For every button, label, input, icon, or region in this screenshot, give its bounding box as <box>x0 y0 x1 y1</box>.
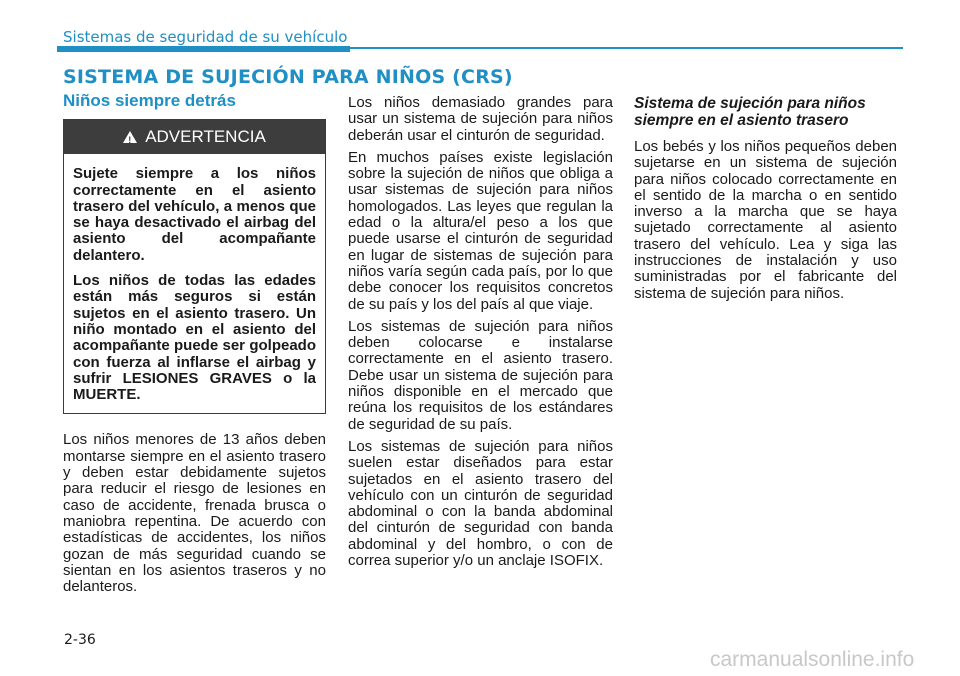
header-rule-thick <box>57 46 350 52</box>
body-paragraph: Los niños demasiado grandes para usar un sistema de sujeción para niños deberán usar el cinturón de seguridad. <box>348 94 613 144</box>
warning-box <box>63 119 326 414</box>
body-paragraph: Los sistemas de sujeción para niños suelen estar diseñados para estar sujetados en el asiento trasero del vehículo con un cinturón de seguridad abdominal o con la banda abdominal del cinturón de seguridad con banda abdominal y del hombro, o con de correa superior y/o un anclaje ISOFIX. <box>348 437 613 570</box>
warning-paragraph: Los niños de todas las edades están más seguros si están sujetos en el asiento trasero. Un niño montado en el asiento del acompañante puede ser golpeado con fuerza al inflarse el airbag y sufrir LESIONES GRAVES o la MUERTE. <box>73 272 316 404</box>
watermark: carmanualsonline.info <box>710 648 915 671</box>
body-paragraph: Los bebés y los niños pequeños deben sujetarse en un sistema de sujeción para niños colocado correctamente en el sentido de la marcha o en sentido inverso a la marcha que se haya sujetado correctamente al asiento trasero del vehículo. Lea y siga las instrucciones de instalación y uso suministradas por el fabricante del sistema de sujeción para niños. <box>634 138 897 302</box>
section-title: SISTEMA DE SUJECIÓN PARA NIÑOS (CRS) <box>63 66 513 88</box>
column-2 <box>348 95 613 575</box>
warning-triangle-icon <box>123 131 137 143</box>
page-number: 2-36 <box>64 632 96 648</box>
body-paragraph: Los sistemas de sujeción para niños deben colocarse e instalarse correctamente en el asiento trasero. Debe usar un sistema de sujeción para niños disponible en el mercado que reúna los requisitos de los estándares de seguridad de su país. <box>348 317 613 433</box>
warning-paragraph: Sujete siempre a los niños correctamente en el asiento trasero del vehículo, a menos que se haya desactivado el airbag del asiento del acompañante delantero. <box>73 165 316 264</box>
warning-header <box>64 120 325 154</box>
running-header: Sistemas de seguridad de su vehículo <box>63 28 348 46</box>
warning-label: ADVERTENCIA <box>145 127 266 147</box>
body-paragraph: En muchos países existe legislación sobre la sujeción de niños que obliga a usar sistemas de sujeción para niños homologados. Las leyes que regulan la edad o la altura/el peso a los que puede usarse el cinturón de seguridad en lugar de sistemas de sujeción para niños varía según cada país, por lo que debe conocer los requisitos concretos de su país y los del país al que viaje. <box>348 148 613 313</box>
body-paragraph: Los niños menores de 13 años deben montarse siempre en el asiento trasero y deben estar debidamente sujetos para reducir el riesgo de lesiones en caso de accidente, frenada brusca o maniobra repentina. De acuerdo con estadísticas de accidentes, los niños gozan de más seguridad cuando se sientan en los asientos traseros y no delanteros. <box>63 431 326 596</box>
subheading-children-rear: Niños siempre detrás <box>63 91 236 110</box>
header-rule-thin <box>350 47 903 49</box>
subheading-crs-rear: Sistema de sujeción para niños siempre en el asiento trasero <box>634 95 866 129</box>
column-3 <box>634 95 897 308</box>
warning-body <box>64 154 325 413</box>
column-1 <box>63 93 326 601</box>
